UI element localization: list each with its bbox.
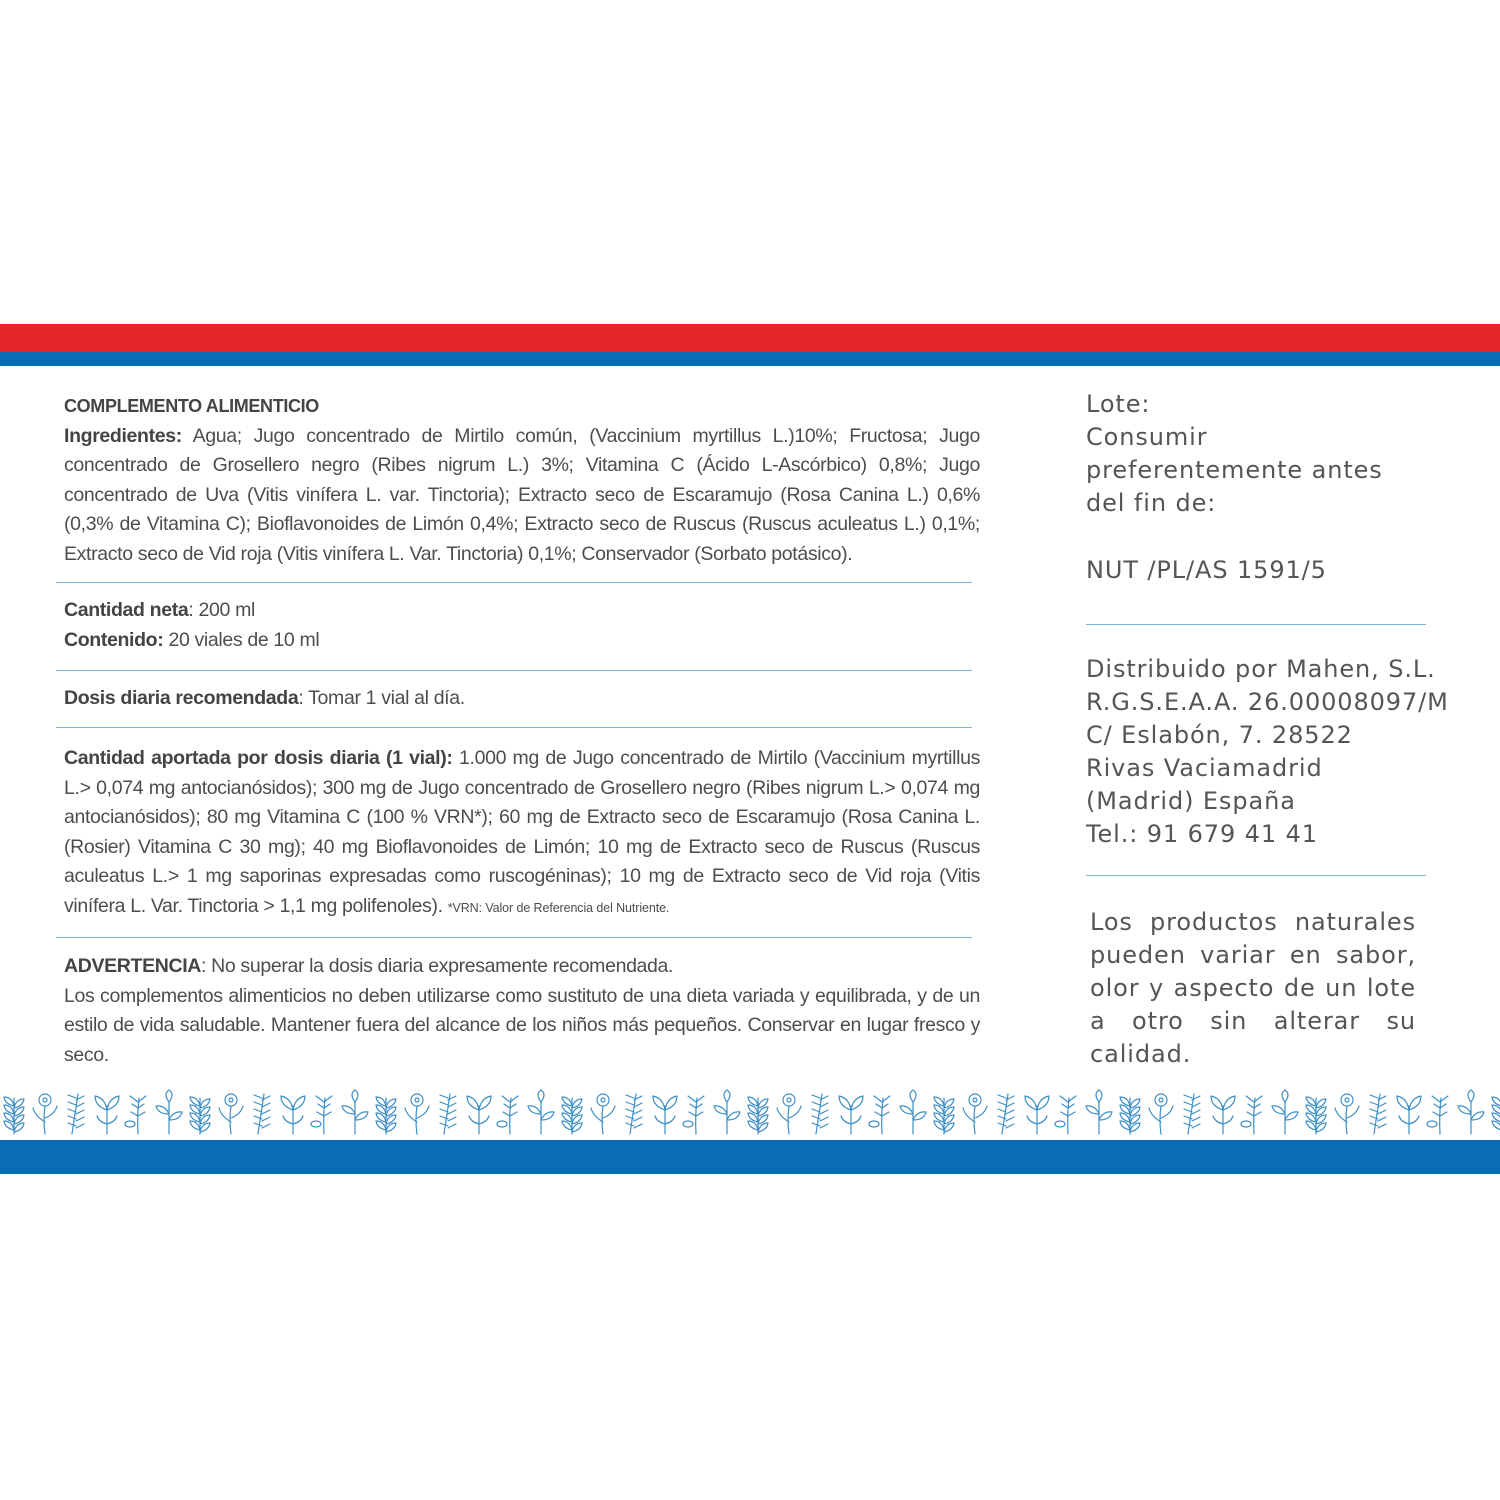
natural-products-note: Los productos naturales pueden variar en sabor, olor y aspecto de un lote a otro sin alterar su calidad. <box>1090 908 1416 1068</box>
herb-sketch-icon <box>1272 1090 1298 1134</box>
herb-sketch-icon <box>1149 1094 1173 1134</box>
daily-dose-value: : Tomar 1 vial al día. <box>298 687 465 709</box>
distributor-line-6: Tel.: 91 679 41 41 <box>1086 820 1318 848</box>
registration-number: NUT /PL/AS 1591/5 <box>1086 556 1327 584</box>
red-band <box>0 324 1500 352</box>
herb-sketch-icon <box>683 1096 704 1134</box>
net-quantity-value: : 200 ml <box>188 599 255 621</box>
herb-sketch-icon <box>998 1094 1014 1134</box>
herb-sketch-icon <box>440 1094 456 1134</box>
herb-sketch-icon <box>934 1097 954 1134</box>
daily-dose-block <box>64 684 980 714</box>
herb-sketch-icon <box>4 1097 24 1134</box>
herb-sketch-icon <box>812 1094 828 1134</box>
separator-after-ingredients <box>56 582 972 583</box>
ingredients-label: Ingredientes: <box>64 424 182 447</box>
content-value: 20 viales de 10 ml <box>163 628 320 651</box>
amount-per-dose-paragraph <box>64 744 980 923</box>
herb-sketch-icon <box>1211 1096 1235 1134</box>
content-label: Contenido: <box>64 628 164 651</box>
herb-sketch-icon <box>219 1094 243 1134</box>
herb-sketch-icon <box>1055 1096 1076 1134</box>
ingredients-text: Agua; Jugo concentrado de Mirtilo común, (Vaccinium myrtillus L.)10%; Fructosa; Jugo concentrado de Grosellero negro (Ribes nigrum L.) 3%; Vitamina C (Ácido L-Ascórbico) 0,8%; Jugo concentrado de Uva (Vitis vinífera L. var. Tinctoria); Extracto seco de Escaramujo (Rosa Canina L.) 0,6% (0,3% de Vitamina C); Bioflavonoides de Limón 0,4%; Extracto seco de Ruscus (Ruscus aculeatus L.) 0,1%; Extracto seco de Vid roja (Vitis vinífera L. Var. Tinctoria) 0,1%; Conservador (Sorbato potásico). <box>64 424 980 565</box>
herb-sketch-icon <box>467 1096 491 1134</box>
separator-after-quantity <box>56 670 972 671</box>
herb-sketch-icon <box>714 1090 740 1134</box>
separator-right-2 <box>1086 875 1426 876</box>
herb-sketch-icon <box>254 1094 270 1134</box>
herb-sketch-icon <box>1492 1097 1500 1134</box>
herb-sketch-icon <box>33 1094 57 1134</box>
herb-sketch-icon <box>405 1094 429 1134</box>
herb-sketch-icon <box>281 1096 305 1134</box>
herb-sketch-icon <box>311 1096 332 1134</box>
herb-sketch-icon <box>1335 1094 1359 1134</box>
product-type-heading: COMPLEMENTO ALIMENTICIO <box>64 396 319 416</box>
herb-sketch-icon <box>68 1094 84 1134</box>
best-before-line-3: del fin de: <box>1086 489 1217 517</box>
herb-sketch-icon <box>1184 1094 1200 1134</box>
herb-sketch-icon <box>156 1090 182 1134</box>
best-before-line-1: Consumir <box>1086 423 1208 451</box>
ingredients-block <box>64 392 980 569</box>
herb-sketch-icon <box>1241 1096 1262 1134</box>
separator-after-amount <box>56 937 972 938</box>
herb-sketch-icon <box>1427 1096 1448 1134</box>
herb-sketch-icon <box>869 1096 890 1134</box>
herb-sketch-icon <box>562 1097 582 1134</box>
daily-dose-line <box>64 684 980 714</box>
ingredients-paragraph <box>64 422 980 570</box>
blue-band-bottom <box>0 1140 1500 1174</box>
herb-sketch-icon <box>839 1096 863 1134</box>
herb-sketch-icon <box>1458 1090 1484 1134</box>
herb-illustration-strip-icon <box>0 1088 1500 1138</box>
distributor-block <box>1086 653 1449 851</box>
amount-per-dose-text: 1.000 mg de Jugo concentrado de Mirtilo (Vaccinium myrtillus L.> 0,074 mg antocianósidos); 300 mg de Jugo concentrado de Grosellero negro (Ribes nigrum L.> 0,074 mg antocianósidos); 80 mg Vitamina C (100 % VRN*); 60 mg de Extracto seco de Escaramujo (Rosa Canina L.(Rosier) Vitamina C 30 mg); 40 mg Bioflavonoides de Limón; 10 mg de Extracto seco de Ruscus (Ruscus aculeatus L.> 1 mg saporinas expresadas como ruscogéninas); 10 mg de Extracto seco de Vid roja (Vitis vinífera L. Var. Tinctoria > 1,1 mg polifenoles). <box>64 747 980 917</box>
herb-sketch-icon <box>497 1096 518 1134</box>
warning-first-line <box>64 952 980 982</box>
herb-sketch-icon <box>95 1096 119 1134</box>
separator-after-dose <box>56 727 972 728</box>
net-quantity-label: Cantidad neta <box>64 599 189 621</box>
herb-sketch-icon <box>1397 1096 1421 1134</box>
herb-sketch-icon <box>653 1096 677 1134</box>
blue-band-top <box>0 352 1500 366</box>
daily-dose-label: Dosis diaria recomendada <box>64 687 299 709</box>
vrn-footnote: *VRN: Valor de Referencia del Nutriente. <box>447 900 670 915</box>
amount-per-dose-label: Cantidad aportada por dosis diaria (1 vial): <box>64 747 453 769</box>
registration-block <box>1086 554 1426 587</box>
net-quantity-line <box>64 596 980 626</box>
distributor-line-1: Distribuido por Mahen, S.L. <box>1086 655 1436 683</box>
herb-sketch-icon <box>1086 1090 1112 1134</box>
herb-sketch-icon <box>342 1090 368 1134</box>
herb-sketch-icon <box>190 1097 210 1134</box>
distributor-line-2: R.G.S.E.A.A. 26.00008097/M <box>1086 688 1449 716</box>
herb-sketch-icon <box>1306 1097 1326 1134</box>
warning-label: ADVERTENCIA <box>64 955 201 977</box>
herb-sketch-icon <box>900 1090 926 1134</box>
distributor-line-3: C/ Eslabón, 7. 28522 <box>1086 721 1353 749</box>
herb-sketch-icon <box>748 1097 768 1134</box>
content-line <box>64 626 980 656</box>
natural-products-note-block <box>1090 906 1416 1071</box>
herb-sketch-icon <box>1120 1097 1140 1134</box>
herb-sketch-icon <box>591 1094 615 1134</box>
warning-block <box>64 952 980 1070</box>
herb-sketch-icon <box>626 1094 642 1134</box>
amount-per-dose-block <box>64 744 980 923</box>
distributor-line-5: (Madrid) España <box>1086 787 1296 815</box>
best-before-line-2: preferentemente antes <box>1086 456 1383 484</box>
warning-first-text: : No superar la dosis diaria expresamente recomendada. <box>201 955 674 977</box>
warning-paragraph: Los complementos alimenticios no deben utilizarse como sustituto de una dieta variada y equilibrada, y de un estilo de vida saludable. Mantener fuera del alcance de los niños más pequeños. Conservar en lugar fresco y seco. <box>64 984 980 1066</box>
quantity-block <box>64 596 980 655</box>
distributor-line-4: Rivas Vaciamadrid <box>1086 754 1323 782</box>
lot-block <box>1086 388 1426 520</box>
herb-sketch-icon <box>1370 1094 1386 1134</box>
herb-sketch-icon <box>376 1097 396 1134</box>
herb-sketch-icon <box>125 1096 146 1134</box>
herb-sketch-icon <box>528 1090 554 1134</box>
herb-sketch-icon <box>777 1094 801 1134</box>
herb-sketch-icon <box>1025 1096 1049 1134</box>
lot-label: Lote: <box>1086 390 1151 418</box>
separator-right-1 <box>1086 624 1426 625</box>
herb-sketch-icon <box>963 1094 987 1134</box>
